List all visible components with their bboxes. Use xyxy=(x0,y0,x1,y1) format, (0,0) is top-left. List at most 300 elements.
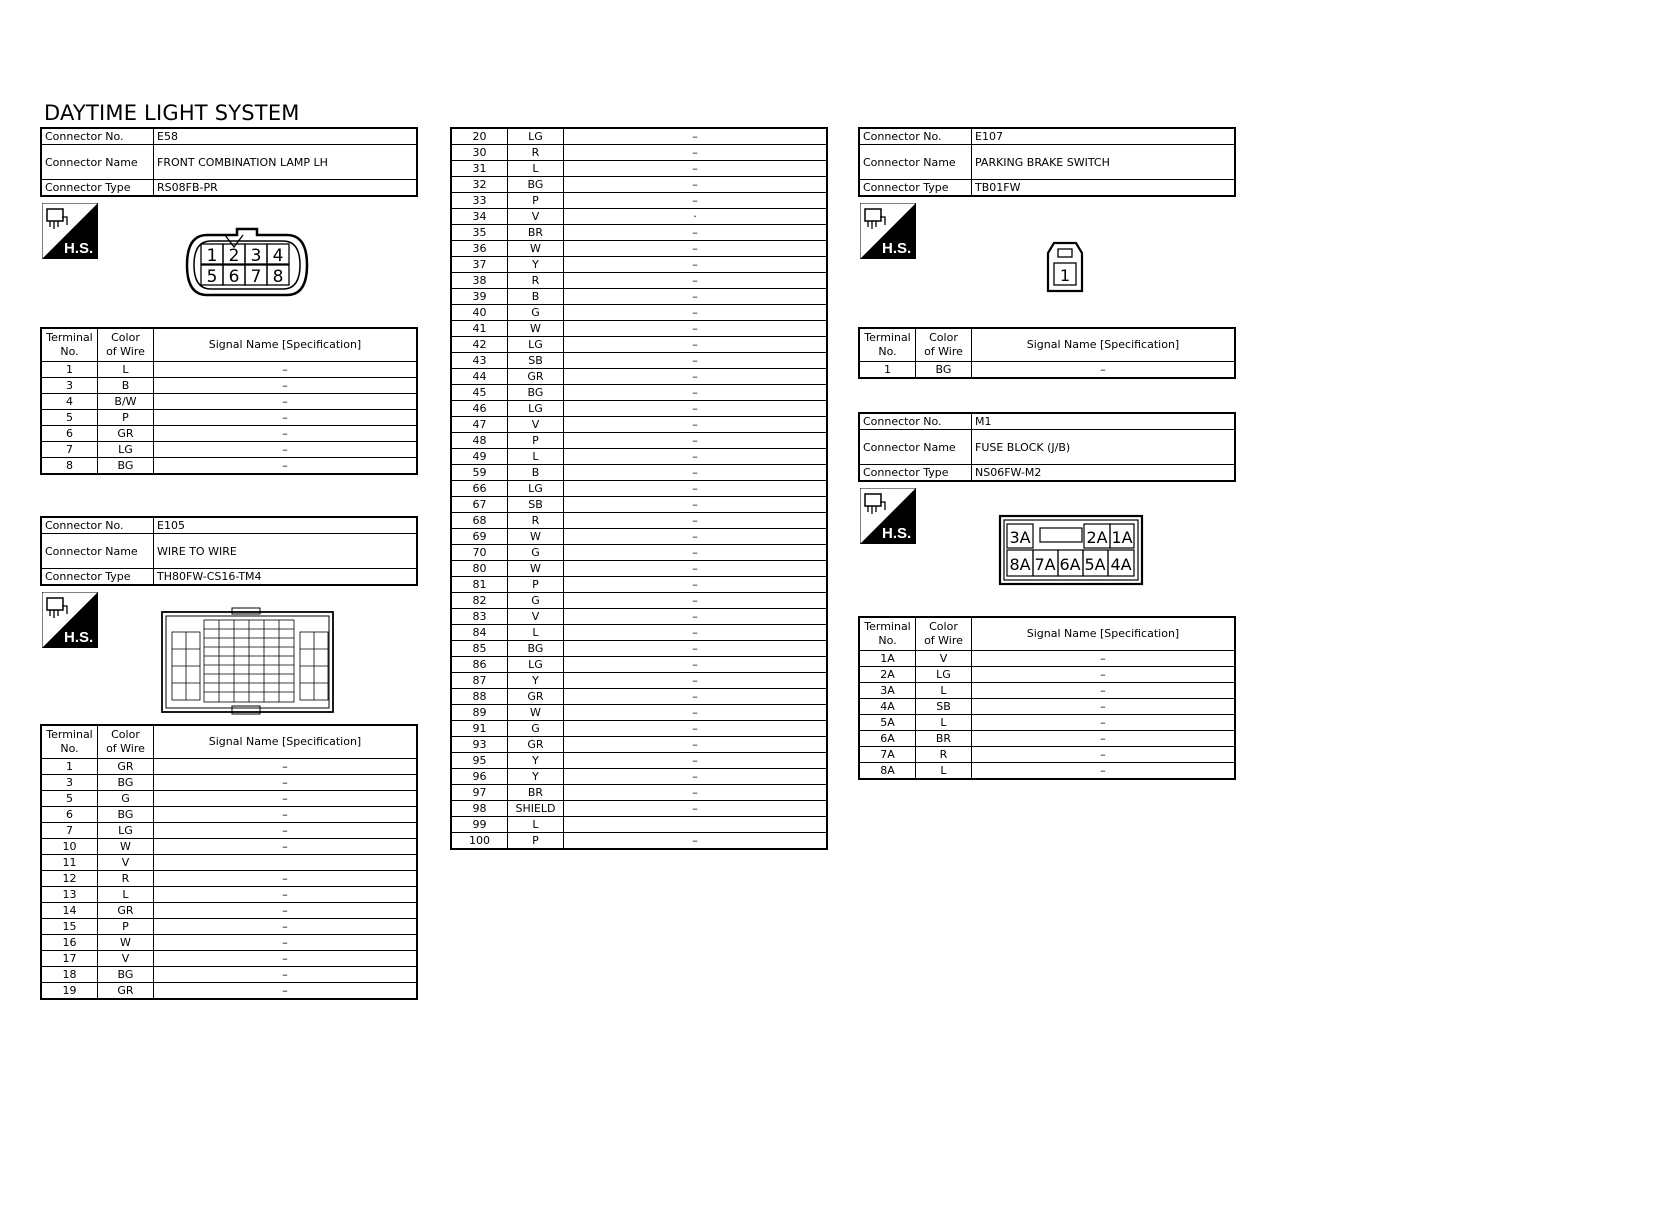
table-row xyxy=(451,193,827,209)
terminal-no-cell: 6A xyxy=(859,731,916,747)
terminal-no-cell: 17 xyxy=(41,951,98,967)
wire-color-cell: BR xyxy=(508,225,564,241)
terminal-no-cell: 5 xyxy=(41,791,98,807)
e58-connector-face xyxy=(185,227,310,302)
table-row xyxy=(451,241,827,257)
table-row xyxy=(859,731,1235,747)
wire-color-cell: L xyxy=(98,887,154,903)
svg-text:H.S.: H.S. xyxy=(64,629,94,646)
table-row xyxy=(41,458,417,475)
wire-color-cell: V xyxy=(508,209,564,225)
wire-color-cell: W xyxy=(98,839,154,855)
wire-color-cell: W xyxy=(508,705,564,721)
wire-color-cell: LG xyxy=(508,128,564,145)
table-row xyxy=(451,257,827,273)
wire-color-cell: V xyxy=(98,951,154,967)
table-row xyxy=(859,747,1235,763)
signal-name-cell: – xyxy=(564,481,828,497)
signal-name-cell: – xyxy=(564,513,828,529)
table-row xyxy=(451,145,827,161)
e105-rows xyxy=(41,759,417,1000)
table-row xyxy=(451,817,827,833)
terminal-no-cell: 47 xyxy=(451,417,508,433)
wire-color-cell: LG xyxy=(98,823,154,839)
table-row xyxy=(451,433,827,449)
signal-name-cell: – xyxy=(564,321,828,337)
connector-type-label: Connector Type xyxy=(859,465,972,482)
terminal-no-cell: 20 xyxy=(451,128,508,145)
signal-name-cell: – xyxy=(154,935,418,951)
terminal-no-cell: 86 xyxy=(451,657,508,673)
signal-name-cell: – xyxy=(564,801,828,817)
m1-terminal-table xyxy=(858,616,1236,780)
wire-color-cell: LG xyxy=(98,442,154,458)
wire-color-cell: Y xyxy=(508,673,564,689)
table-row xyxy=(451,128,827,145)
signal-name-cell: – xyxy=(154,903,418,919)
terminal-no-cell: 11 xyxy=(41,855,98,871)
table-row xyxy=(451,737,827,753)
terminal-no-cell: 45 xyxy=(451,385,508,401)
table-row xyxy=(859,651,1235,667)
terminal-no-cell: 13 xyxy=(41,887,98,903)
wire-color-cell: B xyxy=(508,289,564,305)
e58-pin-3: 3 xyxy=(250,246,262,266)
wire-color-cell: B/W xyxy=(98,394,154,410)
signal-name-cell: – xyxy=(154,458,418,475)
terminal-no-cell: 6 xyxy=(41,426,98,442)
terminal-no-cell: 6 xyxy=(41,807,98,823)
table-row xyxy=(451,369,827,385)
table-row xyxy=(41,967,417,983)
signal-name-cell: – xyxy=(564,145,828,161)
terminal-no-cell: 96 xyxy=(451,769,508,785)
m1-connector-type: NS06FW-M2 xyxy=(972,465,1236,482)
signal-name-header: Signal Name [Specification] xyxy=(154,725,418,759)
harness-side-icon xyxy=(860,203,916,259)
wire-color-cell: SB xyxy=(916,699,972,715)
signal-name-cell: – xyxy=(972,731,1236,747)
wire-color-cell: SB xyxy=(508,353,564,369)
table-row xyxy=(451,593,827,609)
m1-diagram xyxy=(858,482,1236,616)
signal-name-cell: – xyxy=(972,699,1236,715)
signal-name-cell: – xyxy=(154,410,418,426)
signal-name-cell: – xyxy=(564,785,828,801)
wire-color-cell: G xyxy=(508,721,564,737)
e58-pin-7: 7 xyxy=(250,267,262,287)
terminal-no-cell: 4 xyxy=(41,394,98,410)
signal-name-cell: – xyxy=(564,193,828,209)
m1-pin-1a: 1A xyxy=(1111,528,1133,547)
terminal-no-cell: 30 xyxy=(451,145,508,161)
table-row xyxy=(451,273,827,289)
signal-name-cell: – xyxy=(154,807,418,823)
terminal-no-cell: 33 xyxy=(451,193,508,209)
signal-name-cell: – xyxy=(564,241,828,257)
table-row xyxy=(859,362,1235,379)
wire-color-cell: V xyxy=(508,417,564,433)
signal-name-header: Signal Name [Specification] xyxy=(972,328,1236,362)
signal-name-cell: – xyxy=(972,651,1236,667)
table-row xyxy=(41,983,417,1000)
table-row xyxy=(859,763,1235,780)
table-row xyxy=(451,401,827,417)
terminal-no-cell: 66 xyxy=(451,481,508,497)
wire-color-cell: V xyxy=(508,609,564,625)
e107-diagram xyxy=(858,197,1236,327)
terminal-no-cell: 91 xyxy=(451,721,508,737)
terminal-no-cell: 98 xyxy=(451,801,508,817)
wire-color-cell: SHIELD xyxy=(508,801,564,817)
wire-color-cell: P xyxy=(508,433,564,449)
terminal-no-cell: 40 xyxy=(451,305,508,321)
table-row xyxy=(41,378,417,394)
table-row xyxy=(451,721,827,737)
signal-name-cell: – xyxy=(154,442,418,458)
table-row xyxy=(41,410,417,426)
terminal-no-cell: 44 xyxy=(451,369,508,385)
m1-pin-8a: 8A xyxy=(1009,555,1031,574)
table-row xyxy=(41,775,417,791)
table-row xyxy=(451,545,827,561)
terminal-no-cell: 14 xyxy=(41,903,98,919)
terminal-no-cell: 18 xyxy=(41,967,98,983)
table-row xyxy=(451,641,827,657)
e58-rows xyxy=(41,362,417,475)
terminal-no-cell: 34 xyxy=(451,209,508,225)
terminal-no-cell: 93 xyxy=(451,737,508,753)
table-row xyxy=(451,337,827,353)
terminal-no-cell: 89 xyxy=(451,705,508,721)
table-row xyxy=(451,689,827,705)
wire-color-cell: GR xyxy=(98,903,154,919)
signal-name-cell: – xyxy=(564,833,828,850)
signal-name-cell: – xyxy=(972,667,1236,683)
wire-color-cell: L xyxy=(916,715,972,731)
wire-color-cell: BR xyxy=(508,785,564,801)
terminal-no-cell: 39 xyxy=(451,289,508,305)
e107-connector-name: PARKING BRAKE SWITCH xyxy=(972,145,1236,180)
table-row xyxy=(451,385,827,401)
table-row xyxy=(451,785,827,801)
terminal-no-cell: 3 xyxy=(41,378,98,394)
signal-name-cell: – xyxy=(154,887,418,903)
wire-color-cell: GR xyxy=(98,983,154,1000)
wire-color-cell: P xyxy=(98,410,154,426)
e58-pin-6: 6 xyxy=(228,267,240,287)
signal-name-cell: – xyxy=(564,465,828,481)
terminal-no-cell: 49 xyxy=(451,449,508,465)
table-row xyxy=(41,935,417,951)
table-row xyxy=(41,823,417,839)
table-row xyxy=(41,903,417,919)
terminal-no-cell: 68 xyxy=(451,513,508,529)
signal-name-cell: – xyxy=(564,433,828,449)
wire-color-cell: Y xyxy=(508,753,564,769)
e105-diagram xyxy=(40,586,418,724)
table-row xyxy=(41,855,417,871)
color-header: Color of Wire xyxy=(98,328,154,362)
wire-color-cell: BG xyxy=(508,385,564,401)
wire-color-cell: G xyxy=(508,545,564,561)
terminal-no-cell: 31 xyxy=(451,161,508,177)
signal-name-cell: – xyxy=(564,225,828,241)
wire-color-cell: L xyxy=(508,449,564,465)
e105-terminal-table-continued xyxy=(450,127,828,850)
connector-name-label: Connector Name xyxy=(859,145,972,180)
table-row xyxy=(859,683,1235,699)
table-row xyxy=(41,759,417,775)
wire-color-cell: L xyxy=(508,817,564,833)
wire-color-cell: W xyxy=(508,561,564,577)
signal-name-cell: – xyxy=(564,737,828,753)
terminal-no-cell: 85 xyxy=(451,641,508,657)
e107-connector-no: E107 xyxy=(972,128,1236,145)
e58-connector-no: E58 xyxy=(154,128,418,145)
e107-info-table xyxy=(858,127,1236,197)
signal-name-cell: – xyxy=(154,362,418,378)
wire-color-cell: BG xyxy=(508,177,564,193)
wire-color-cell: L xyxy=(916,683,972,699)
table-row xyxy=(451,161,827,177)
m1-connector-name: FUSE BLOCK (J/B) xyxy=(972,430,1236,465)
signal-name-cell: – xyxy=(564,769,828,785)
e58-pin-2: 2 xyxy=(228,246,240,266)
e58-diagram xyxy=(40,197,418,327)
wire-color-cell: R xyxy=(98,871,154,887)
terminal-no-cell: 8A xyxy=(859,763,916,780)
wire-color-cell: Y xyxy=(508,769,564,785)
signal-name-cell: – xyxy=(972,763,1236,780)
wire-color-cell: G xyxy=(98,791,154,807)
connector-type-label: Connector Type xyxy=(41,180,154,197)
e58-connector-name: FRONT COMBINATION LAMP LH xyxy=(154,145,418,180)
column-right xyxy=(858,127,1236,780)
page-title: DAYTIME LIGHT SYSTEM xyxy=(44,101,300,125)
wire-color-cell: LG xyxy=(508,337,564,353)
e107-connector-type: TB01FW xyxy=(972,180,1236,197)
signal-name-cell: – xyxy=(972,683,1236,699)
wire-color-cell: GR xyxy=(98,426,154,442)
wire-color-cell: GR xyxy=(508,369,564,385)
terminal-no-cell: 67 xyxy=(451,497,508,513)
terminal-no-cell: 7 xyxy=(41,442,98,458)
signal-name-cell: – xyxy=(564,641,828,657)
harness-side-icon xyxy=(42,203,98,259)
svg-text:H.S.: H.S. xyxy=(882,240,912,257)
e107-terminal-table xyxy=(858,327,1236,379)
table-row xyxy=(451,497,827,513)
terminal-no-cell: 1 xyxy=(41,759,98,775)
terminal-no-cell: 10 xyxy=(41,839,98,855)
svg-text:H.S.: H.S. xyxy=(64,240,94,257)
terminal-no-cell: 83 xyxy=(451,609,508,625)
terminal-no-cell: 100 xyxy=(451,833,508,850)
column-middle xyxy=(450,127,828,850)
connector-no-label: Connector No. xyxy=(859,128,972,145)
signal-name-cell: – xyxy=(564,161,828,177)
terminal-no-cell: 3 xyxy=(41,775,98,791)
color-header: Color of Wire xyxy=(98,725,154,759)
terminal-no-cell: 42 xyxy=(451,337,508,353)
e107-pin-1: 1 xyxy=(1059,266,1071,285)
signal-name-cell: – xyxy=(564,128,828,145)
signal-name-cell: – xyxy=(564,689,828,705)
table-row xyxy=(451,417,827,433)
terminal-no-cell: 36 xyxy=(451,241,508,257)
table-row xyxy=(451,529,827,545)
signal-name-cell: – xyxy=(972,715,1236,731)
e58-pin-8: 8 xyxy=(272,267,284,287)
table-row xyxy=(451,801,827,817)
signal-name-cell: – xyxy=(154,759,418,775)
terminal-no-cell: 37 xyxy=(451,257,508,273)
wire-color-cell: R xyxy=(916,747,972,763)
signal-name-cell: – xyxy=(564,257,828,273)
signal-name-cell: – xyxy=(154,823,418,839)
wire-color-cell: W xyxy=(508,241,564,257)
signal-name-cell: – xyxy=(972,362,1236,379)
table-row xyxy=(41,871,417,887)
terminal-no-header: Terminal No. xyxy=(859,617,916,651)
wire-color-cell: L xyxy=(916,763,972,780)
wire-color-cell: P xyxy=(508,193,564,209)
connector-type-label: Connector Type xyxy=(859,180,972,197)
table-row xyxy=(451,625,827,641)
terminal-no-cell: 88 xyxy=(451,689,508,705)
signal-name-cell: – xyxy=(564,177,828,193)
table-row xyxy=(451,561,827,577)
wire-color-cell: BG xyxy=(98,458,154,475)
terminal-no-header: Terminal No. xyxy=(41,725,98,759)
signal-name-cell: · xyxy=(564,209,828,225)
signal-name-cell: – xyxy=(564,305,828,321)
terminal-no-cell: 35 xyxy=(451,225,508,241)
signal-name-cell: – xyxy=(564,721,828,737)
terminal-no-cell: 81 xyxy=(451,577,508,593)
wire-color-cell: BG xyxy=(98,775,154,791)
terminal-no-cell: 1 xyxy=(41,362,98,378)
terminal-no-cell: 12 xyxy=(41,871,98,887)
e58-pin-4: 4 xyxy=(272,246,284,266)
connector-name-label: Connector Name xyxy=(41,145,154,180)
terminal-no-cell: 99 xyxy=(451,817,508,833)
wire-color-cell: V xyxy=(916,651,972,667)
table-row xyxy=(41,951,417,967)
wire-color-cell: LG xyxy=(916,667,972,683)
table-row xyxy=(451,705,827,721)
wire-color-cell: BG xyxy=(508,641,564,657)
column-left xyxy=(40,127,418,1000)
signal-name-cell: – xyxy=(154,871,418,887)
wire-color-cell: L xyxy=(508,161,564,177)
table-row xyxy=(451,289,827,305)
table-row xyxy=(41,791,417,807)
signal-name-cell: – xyxy=(154,791,418,807)
terminal-no-cell: 41 xyxy=(451,321,508,337)
m1-pin-3a: 3A xyxy=(1009,528,1031,547)
wire-color-cell: G xyxy=(508,593,564,609)
signal-name-cell: – xyxy=(154,983,418,1000)
connector-type-label: Connector Type xyxy=(41,569,154,586)
color-header: Color of Wire xyxy=(916,328,972,362)
e105-terminal-table xyxy=(40,724,418,1000)
wire-color-cell: B xyxy=(98,378,154,394)
wire-color-cell: BG xyxy=(916,362,972,379)
signal-name-cell: – xyxy=(564,273,828,289)
m1-info-table xyxy=(858,412,1236,482)
wire-color-cell: LG xyxy=(508,481,564,497)
signal-name-cell: – xyxy=(564,449,828,465)
wire-color-cell: W xyxy=(508,321,564,337)
table-row xyxy=(451,177,827,193)
color-header: Color of Wire xyxy=(916,617,972,651)
e58-pin-1: 1 xyxy=(206,246,218,266)
connector-name-label: Connector Name xyxy=(859,430,972,465)
e107-rows xyxy=(859,362,1235,379)
table-row xyxy=(451,577,827,593)
signal-name-cell: – xyxy=(564,545,828,561)
e105-connector-type: TH80FW-CS16-TM4 xyxy=(154,569,418,586)
terminal-no-cell: 82 xyxy=(451,593,508,609)
table-row xyxy=(859,667,1235,683)
table-row xyxy=(451,769,827,785)
signal-name-cell: – xyxy=(564,657,828,673)
wire-color-cell: BG xyxy=(98,807,154,823)
table-row xyxy=(859,715,1235,731)
terminal-no-cell: 3A xyxy=(859,683,916,699)
e58-pin-5: 5 xyxy=(206,267,218,287)
table-row xyxy=(451,321,827,337)
terminal-no-cell: 5A xyxy=(859,715,916,731)
harness-side-icon xyxy=(42,592,98,648)
table-row xyxy=(451,833,827,850)
wire-color-cell: Y xyxy=(508,257,564,273)
table-row xyxy=(41,394,417,410)
m1-connector-no: M1 xyxy=(972,413,1236,430)
table-row xyxy=(451,449,827,465)
terminal-no-cell: 1A xyxy=(859,651,916,667)
m1-rows xyxy=(859,651,1235,780)
signal-name-cell: – xyxy=(564,401,828,417)
wire-color-cell: W xyxy=(508,529,564,545)
signal-name-cell: – xyxy=(154,839,418,855)
terminal-no-cell: 1 xyxy=(859,362,916,379)
svg-text:H.S.: H.S. xyxy=(882,525,912,542)
wire-color-cell: V xyxy=(98,855,154,871)
signal-name-cell: – xyxy=(564,753,828,769)
e105-connector-name: WIRE TO WIRE xyxy=(154,534,418,569)
harness-side-icon xyxy=(860,488,916,544)
terminal-no-cell: 87 xyxy=(451,673,508,689)
terminal-no-header: Terminal No. xyxy=(859,328,916,362)
signal-name-cell xyxy=(564,817,828,833)
table-row xyxy=(451,657,827,673)
table-row xyxy=(41,807,417,823)
m1-pin-7a: 7A xyxy=(1034,555,1056,574)
e58-terminal-table xyxy=(40,327,418,475)
terminal-no-cell: 7A xyxy=(859,747,916,763)
m1-pin-4a: 4A xyxy=(1110,555,1132,574)
e58-connector-type: RS08FB-PR xyxy=(154,180,418,197)
signal-name-cell: – xyxy=(154,951,418,967)
signal-name-cell: – xyxy=(154,967,418,983)
terminal-no-header: Terminal No. xyxy=(41,328,98,362)
wire-color-cell: R xyxy=(508,273,564,289)
table-row xyxy=(41,426,417,442)
wire-color-cell: B xyxy=(508,465,564,481)
